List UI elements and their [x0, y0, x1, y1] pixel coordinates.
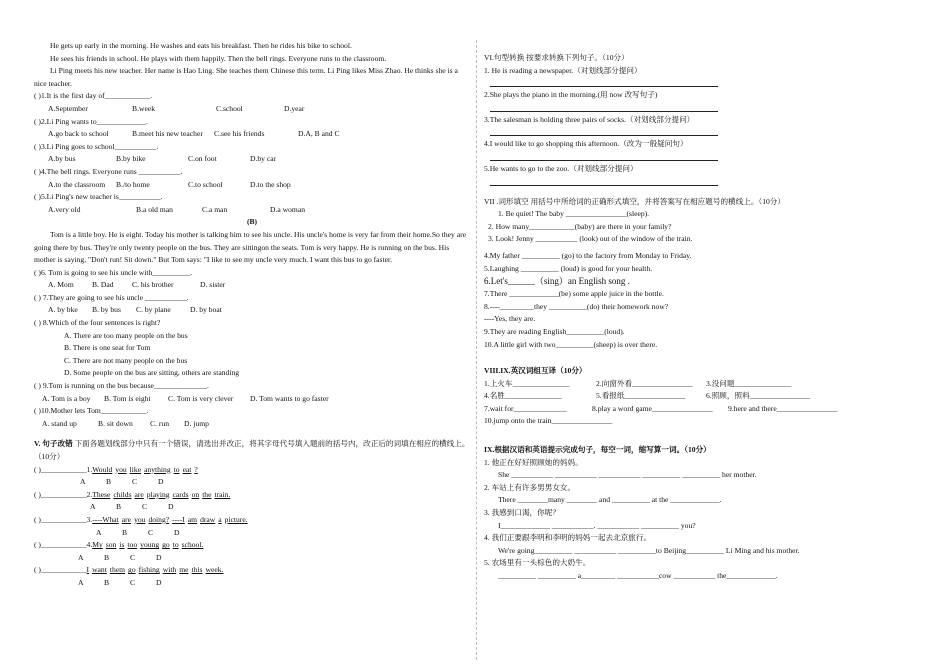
question-4 [34, 166, 470, 191]
option-d: D. Some people on the bus are sitting, others are standing [64, 368, 240, 378]
s9-cn-5: 5. 农场里有一头棕色的大奶牛。 [484, 558, 591, 568]
option-d: D.a woman [270, 204, 306, 214]
question-9 [34, 380, 470, 405]
s5-word: to [173, 464, 180, 474]
section-5-instructions: 下面各题划线部分中只有一个错误，请选出并改正，将其字母代号填入题前的括号内，改正后的词填在相应的横线上。（10分） [34, 439, 470, 461]
s9-cn-4: 4. 我们正要跟李明和李明的妈妈一起去北京旅行。 [484, 533, 652, 543]
option-d: D.year [284, 103, 305, 113]
question-5 [34, 191, 470, 216]
question-text: ( )5.Li Ping's new teacher is___________. [34, 192, 163, 202]
option-d: D.A, B and C [298, 129, 340, 139]
option-a: A.go back to school [48, 129, 109, 139]
option-b: B. Dad [92, 280, 114, 290]
option-c: C. by plane [136, 305, 171, 315]
answer-line[interactable] [490, 77, 718, 87]
s5-word: like [129, 464, 142, 474]
s5-word: with [162, 565, 177, 575]
s9-en-1: She ___________ ___________ ___________ __________ __________ her mother. [498, 470, 757, 480]
s5-word: you [134, 514, 146, 524]
s5-choice-letters [34, 501, 470, 514]
s6-item-5: 5.He wants to go to the zoo.（对划线部分提问） [484, 163, 638, 173]
s8-cell: 2.向窗外看________________ [596, 378, 693, 388]
s5-word: too [127, 540, 138, 550]
s5-word: doing? [148, 514, 170, 524]
passage-a-p3: Li Ping meets his new teacher. Her name is Hao Ling. She teaches them Chinese this term. Li Ping likes Miss Zhao. He thinks she is a nice teacher. [34, 66, 458, 88]
s9-en-2: There ________many ________ and __________ at the _____________. [498, 495, 722, 505]
s9-cn-1: 1. 他正在好好照顾她的妈妈。 [484, 457, 583, 467]
s6-item-3: 3.The salesman is holding three pairs of socks.（对划线部分提问） [484, 114, 695, 124]
s7-item-5: 5.Laughing __________ (loud) is good for your health. [484, 263, 653, 273]
s5-word: I [86, 565, 90, 575]
s5-letter: D [168, 502, 174, 512]
option-b: B. Tom is eight [104, 393, 151, 403]
answer-line[interactable] [490, 176, 718, 186]
s8-cell: 1.上火车_______________ [484, 378, 570, 388]
option-b: B.week [132, 103, 155, 113]
s9-en-4: We're going__________ ___________ __________to Beijing__________ Li Ming and his mother. [498, 545, 800, 555]
column-divider [476, 40, 477, 660]
option-d: D. by boat [190, 305, 222, 315]
s5-choice-letters [34, 577, 470, 590]
right-column [484, 40, 916, 583]
s9-cn-3: 3. 我感到口渴，你呢？ [484, 508, 560, 518]
s8-row-3 [484, 403, 916, 416]
s7-item-1: 1. Be quiet! The baby ________________(sleep). [498, 209, 650, 219]
question-text: ( ) 9.Tom is running on the bus because______________. [34, 381, 209, 391]
s5-word: anything [144, 464, 171, 474]
section-7-title: VII .词形填空 用括号中所给词的正确形式填空，并将答案写在相应题号的横线上。（10分） [484, 196, 785, 206]
option-a: A.September [48, 103, 88, 113]
options [34, 279, 470, 292]
question-text: ( )1.It is the first day of____________. [34, 91, 153, 101]
s7-item-7: 7.There _____________(be) some apple juice in the bottle. [484, 289, 664, 299]
option-d: D.by car [250, 154, 277, 164]
s5-letter: C [142, 502, 148, 512]
s5-word: school. [181, 540, 204, 550]
option-c: C.see his friends [214, 129, 265, 139]
s5-word: week. [205, 565, 224, 575]
options [34, 179, 470, 192]
s5-word: childs [113, 489, 132, 499]
s5-word: are [134, 489, 144, 499]
option-c: C. his brother [132, 280, 174, 290]
s5-word: ----I [172, 514, 185, 524]
section-7 [484, 196, 916, 352]
s5-letter: B [116, 502, 122, 512]
options [34, 304, 470, 317]
option-d: D. jump [184, 418, 209, 428]
s6-item-4: 4.I would like to go shopping this afternoon.（改为一般疑问句） [484, 139, 688, 149]
s5-word: me [179, 565, 189, 575]
question-1 [34, 90, 470, 115]
question-text: ( )3.Li Ping goes to school___________. [34, 141, 159, 151]
s5-choice-letters [34, 552, 470, 565]
s8-row-4 [484, 415, 916, 428]
section-6-title: VI.句型转换 按要求转换下列句子。（10分） [484, 53, 629, 62]
s5-word: on [191, 489, 200, 499]
s5-letter: B [122, 527, 128, 537]
passage-a-p1: He gets up early in the morning. He washes and eats his breakfast. Then he rides his bike to school. [50, 41, 352, 50]
s8-cell: 9.here and there________________ [728, 403, 838, 413]
section-9 [484, 444, 916, 583]
option-a: A. stand up [42, 418, 77, 428]
s5-item [34, 514, 470, 527]
option-b: B. by bus [92, 305, 121, 315]
section-5-heading [34, 438, 470, 463]
options [34, 103, 470, 116]
s5-word: ----What [92, 514, 119, 524]
section-5-title: V. 句子改错 [34, 439, 73, 449]
option-c: C.school [216, 103, 243, 113]
option-c: C. There are not many people on the bus [64, 355, 188, 365]
s5-word: a [218, 514, 222, 524]
s5-letter: C [148, 527, 154, 537]
question-text: ( )6. Tom is going to see his uncle with__________. [34, 267, 193, 277]
option-a: A. Mom [48, 280, 74, 290]
answer-line[interactable] [490, 151, 718, 161]
s5-word: son [105, 540, 117, 550]
s5-word: cards [172, 489, 189, 499]
s5-choice-letters [34, 527, 470, 540]
s8-cell: 3.没问题_______________ [706, 378, 792, 388]
option-d: D. Tom wants to go faster [250, 393, 329, 403]
s5-letter: A [78, 552, 84, 562]
s7-item-8-answer: ----Yes, they are. [484, 314, 536, 324]
question-text: ( ) 8.Which of the four sentences is right? [34, 318, 161, 328]
section-9-title: IX.根据汉语和英语提示完成句子，每空一词，缩写算一词。（10分） [484, 445, 711, 455]
s5-item [34, 564, 470, 577]
section-8-title: VIII.IX.英汉词组互译（10分） [484, 366, 587, 376]
section-b-label: (B) [246, 217, 258, 227]
s5-item [34, 539, 470, 552]
s9-en-5: __________ __________ a_________ ___________cow ___________ the_____________. [498, 571, 778, 580]
s5-word: to [172, 540, 179, 550]
option-d: D.to the shop [250, 179, 291, 189]
question-text: ( )2.Li Ping wants to_____________. [34, 116, 148, 126]
s5-word: go [128, 565, 136, 575]
s5-item [34, 464, 470, 477]
s5-word: These [92, 489, 111, 499]
s8-cell: 10.jump onto the train________________ [484, 416, 613, 426]
s5-letter: D [156, 577, 162, 587]
s5-letter: C [130, 552, 136, 562]
option-c: C.a man [202, 204, 228, 214]
s9-en-3: I_____________ ___________. ___________ __________ you? [498, 520, 696, 530]
s5-item-prefix: ( )____________4. [34, 540, 93, 550]
section-6 [484, 52, 916, 186]
s5-item-prefix: ( )____________ [34, 565, 87, 575]
passage-b: Tom is a little boy. He is eight. Today his mother is talking him to see his uncle. His uncle's home is very far from their home.So they are going there by bus. They're only twenty people on the bus. They are sittingon the seats. Tom is very happy. He is running on the bus. His mother is saying, "Don't run! Sit down." But Tom says: "I like to see my uncle very much. I want this bus to go faster. [34, 229, 466, 265]
option-b: B. There is one seat for Tom [64, 343, 151, 353]
s5-word: them [109, 565, 126, 575]
s5-word: this [191, 565, 203, 575]
options [34, 393, 470, 406]
option-a: A.by bus [48, 154, 76, 164]
s5-word: Would [92, 464, 113, 474]
s7-item-9: 9.They are reading English__________(loud). [484, 326, 625, 336]
s5-letter: B [104, 552, 110, 562]
options [34, 128, 470, 141]
question-8 [34, 317, 470, 380]
section-8 [484, 365, 916, 428]
s5-letter: C [132, 477, 138, 487]
question-text: ( )4.The bell rings. Everyone runs ___________. [34, 166, 183, 176]
left-column [34, 40, 470, 590]
option-c: C. Tom is very clever [168, 393, 234, 403]
s7-item-3: 3. Look! Jenny ___________ (look) out of the window of the train. [488, 234, 693, 244]
s5-letter: A [78, 577, 84, 587]
s5-word: ? [194, 464, 198, 474]
s5-word: eat [182, 464, 192, 474]
s5-item-prefix: ( )____________2. [34, 489, 93, 499]
options [34, 153, 470, 166]
s8-row-1 [484, 378, 916, 391]
s6-item-2: 2.She plays the piano in the morning.(用 now 改写句子) [484, 90, 658, 100]
s5-word: My [92, 540, 103, 550]
s5-word: am [187, 514, 198, 524]
option-b: B. sit down [98, 418, 133, 428]
option-c: C.to school [188, 179, 223, 189]
s7-item-6: 6.Let's______（sing）an English song . [484, 276, 630, 287]
option-c: C.on foot [188, 154, 217, 164]
option-b: B.by bike [116, 154, 146, 164]
option-d: D. sister [200, 280, 226, 290]
s5-letter: D [156, 552, 162, 562]
s5-word: draw [200, 514, 216, 524]
option-b: B.a old man [136, 204, 173, 214]
s5-word: young [140, 540, 160, 550]
s5-letter: B [104, 577, 110, 587]
s5-word: picture. [224, 514, 248, 524]
question-3 [34, 141, 470, 166]
option-a: A. There are too many people on the bus [64, 330, 188, 340]
option-c: C. run [150, 418, 169, 428]
question-text: ( )10.Mother lets Tom____________. [34, 406, 149, 416]
s5-word: playing [146, 489, 170, 499]
question-7 [34, 292, 470, 317]
question-text: ( ) 7.They are going to see his uncle ___________. [34, 292, 189, 302]
answer-line[interactable] [490, 102, 718, 112]
s8-cell: 7.wait for______________ [484, 403, 567, 413]
section-5-items [34, 464, 470, 590]
s5-word: fishing [138, 565, 160, 575]
s8-cell: 4.名胜_______________ [484, 391, 562, 401]
s5-letter: D [174, 527, 180, 537]
s5-letter: D [158, 477, 164, 487]
option-a: A. Tom is a boy [42, 393, 91, 403]
answer-line[interactable] [490, 126, 718, 136]
s5-word: you [115, 464, 127, 474]
s8-cell: 5.看报纸________________ [596, 391, 686, 401]
s8-cell: 6.照顾，照料________________ [706, 391, 811, 401]
options [34, 418, 470, 431]
s5-word: are [121, 514, 132, 524]
s5-letter: B [106, 477, 112, 487]
s5-word: is [119, 540, 125, 550]
question-2 [34, 116, 470, 141]
s7-item-2: 2. How many____________(baby) are there in your family? [488, 221, 672, 231]
s9-cn-2: 2. 车站上有许多男男女女。 [484, 482, 576, 492]
option-b: B./to home [116, 179, 150, 189]
s5-word: want [92, 565, 107, 575]
option-a: A. by bke [48, 305, 78, 315]
option-b: B.meet his new teacher [132, 129, 203, 139]
s5-item-prefix: ( )____________1. [34, 464, 93, 474]
option-a: A.very old [48, 204, 81, 214]
passage-a-p2: He sees his friends in school. He plays with them happily. Then the bell rings. Everyone runs to the classroom. [50, 53, 387, 63]
s8-cell: 8.play a word game________________ [592, 403, 713, 413]
s5-letter: C [130, 577, 136, 587]
option-a: A.to the classroom [48, 179, 106, 189]
s5-item [34, 489, 470, 502]
question-6 [34, 267, 470, 292]
s5-word: train. [214, 489, 231, 499]
question-10 [34, 405, 470, 430]
s7-item-10: 10.A little girl with two__________(sheep) is over there. [484, 339, 658, 349]
s5-word: go [162, 540, 170, 550]
options [34, 204, 470, 217]
s5-item-prefix: ( )____________3. [34, 514, 93, 524]
s5-letter: A [80, 477, 86, 487]
s7-item-8: 8.----_________they __________(do) their homework now? [484, 301, 669, 311]
s8-row-2 [484, 390, 916, 403]
s5-choice-letters [34, 476, 470, 489]
s5-letter: A [96, 527, 102, 537]
s7-item-4: 4.My father __________ (go) to the factory from Monday to Friday. [484, 250, 692, 260]
s6-item-1: 1. He is reading a newspaper.（对划线部分提问） [484, 65, 642, 75]
s5-word: the [202, 489, 212, 499]
s5-letter: A [90, 502, 96, 512]
